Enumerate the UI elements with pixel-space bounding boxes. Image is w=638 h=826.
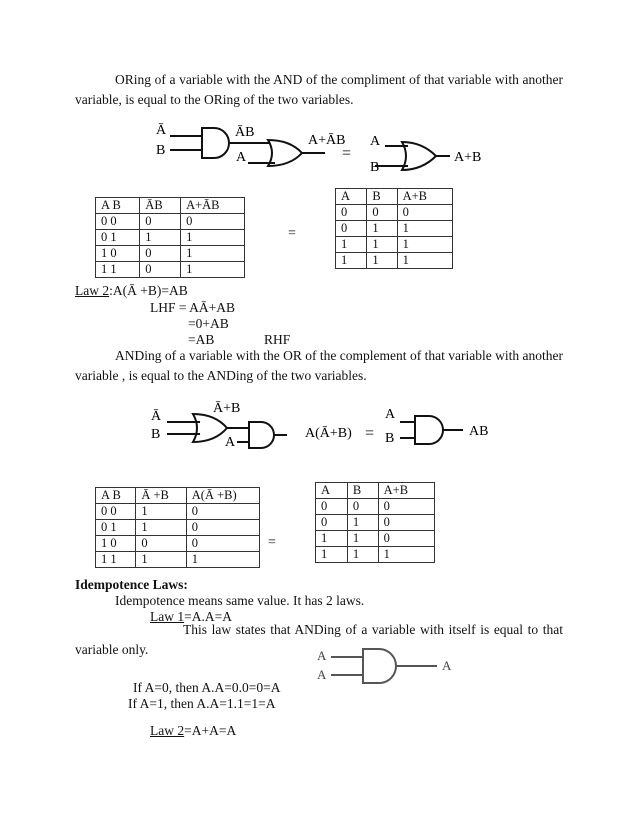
d2-or-output: Ā+B bbox=[213, 401, 241, 416]
idempotence-law1-expr: =A.A=A bbox=[184, 609, 232, 624]
table1-equals: = bbox=[288, 226, 296, 241]
table-cell: 0 0 bbox=[96, 504, 136, 520]
table-cell: 1 0 bbox=[96, 536, 136, 552]
table-cell: 1 bbox=[397, 221, 452, 237]
table-cell: 1 bbox=[140, 230, 181, 246]
table-cell: 0 bbox=[347, 499, 378, 515]
table-header: A bbox=[336, 189, 367, 205]
law2-lhf: LHF = AĀ+AB bbox=[150, 300, 235, 315]
table-cell: 1 0 bbox=[96, 246, 140, 262]
law2-rhf: RHF bbox=[264, 332, 291, 347]
or-and-diagram bbox=[150, 118, 490, 180]
table-row bbox=[316, 531, 435, 547]
d1-input-a: A bbox=[236, 150, 247, 165]
d2-rhs-input-b: B bbox=[385, 431, 395, 446]
table-row bbox=[316, 483, 435, 499]
law2-step1: =0+AB bbox=[188, 316, 229, 331]
table-header: A+B bbox=[378, 483, 434, 499]
table-header: A+B bbox=[397, 189, 452, 205]
table-cell: 0 1 bbox=[96, 520, 136, 536]
table-row bbox=[96, 230, 245, 246]
table-cell: 1 bbox=[336, 237, 367, 253]
d1-and-output: ĀB bbox=[235, 125, 255, 140]
table-cell: 1 bbox=[136, 504, 186, 520]
d1-input-b: B bbox=[156, 143, 166, 158]
law2-label: Law 2 bbox=[75, 283, 110, 298]
table-cell: 0 bbox=[186, 520, 259, 536]
table-cell: 1 bbox=[181, 262, 245, 278]
table-cell: 0 bbox=[186, 536, 259, 552]
table-cell: 1 bbox=[181, 246, 245, 262]
table-cell: 0 1 bbox=[96, 230, 140, 246]
idempotence-law2-line bbox=[150, 723, 236, 739]
table-cell: 1 1 bbox=[96, 552, 136, 568]
table-header: A+ĀB bbox=[181, 198, 245, 214]
d1-equals: = bbox=[342, 145, 352, 162]
table-cell: 0 bbox=[181, 214, 245, 230]
idempotence-law2-label: Law 2 bbox=[150, 723, 185, 738]
table-row bbox=[336, 221, 453, 237]
table-cell: 1 bbox=[136, 552, 186, 568]
table-header: A(Ā +B) bbox=[186, 488, 259, 504]
table-cell: 1 bbox=[136, 520, 186, 536]
table-row bbox=[96, 262, 245, 278]
gate-input-2: A bbox=[317, 667, 327, 682]
d2-rhs-input-a: A bbox=[385, 407, 396, 422]
table-row bbox=[316, 499, 435, 515]
table-cell: 0 bbox=[397, 205, 452, 221]
d1-rhs-input-b: B bbox=[370, 160, 380, 175]
table-cell: 1 bbox=[397, 253, 452, 269]
table-cell: 1 bbox=[347, 531, 378, 547]
truth-table-2-left bbox=[95, 487, 260, 568]
case-a-zero: If A=0, then A.A=0.0=0=A bbox=[133, 680, 281, 695]
table-header: A B bbox=[96, 198, 140, 214]
table-row bbox=[96, 536, 260, 552]
law2-step2: =AB bbox=[188, 332, 215, 347]
table-row bbox=[96, 214, 245, 230]
table-row bbox=[96, 504, 260, 520]
table-header: A bbox=[316, 483, 348, 499]
table-row bbox=[316, 547, 435, 563]
idempotence-heading: Idempotence Laws: bbox=[75, 577, 188, 592]
table-header: ĀB bbox=[140, 198, 181, 214]
table-row bbox=[96, 520, 260, 536]
d1-input-abar: Ā bbox=[156, 123, 167, 138]
table2-equals: = bbox=[268, 535, 276, 550]
truth-table-2-right bbox=[315, 482, 435, 563]
table-row bbox=[336, 253, 453, 269]
table-cell: 0 bbox=[316, 515, 348, 531]
table-cell: 0 bbox=[140, 262, 181, 278]
d1-or-output: A+ĀB bbox=[308, 133, 346, 148]
table-cell: 1 bbox=[316, 547, 348, 563]
table-cell: 1 bbox=[181, 230, 245, 246]
table-cell: 1 bbox=[367, 221, 397, 237]
table-header: B bbox=[347, 483, 378, 499]
table-cell: 0 bbox=[136, 536, 186, 552]
d2-input-abar: Ā bbox=[151, 409, 162, 424]
table-cell: 0 bbox=[316, 499, 348, 515]
table-cell: 1 bbox=[316, 531, 348, 547]
table-cell: 1 bbox=[367, 237, 397, 253]
and-gate-diagram bbox=[315, 645, 465, 690]
d1-rhs-output: A+B bbox=[454, 150, 482, 165]
idempotence-intro: Idempotence means same value. It has 2 laws. bbox=[115, 593, 365, 608]
table-cell: 0 0 bbox=[96, 214, 140, 230]
truth-table-1-left bbox=[95, 197, 245, 278]
table-cell: 1 bbox=[336, 253, 367, 269]
table-cell: 1 bbox=[186, 552, 259, 568]
table-cell: 1 bbox=[397, 237, 452, 253]
idempotence-law1-desc: This law states that ANDing of a variable with itself is equal to that variable only. bbox=[75, 622, 563, 657]
law2-line bbox=[75, 283, 188, 299]
table-row bbox=[96, 488, 260, 504]
law2-expr: :A(Ā +B)=AB bbox=[109, 283, 188, 298]
table-row bbox=[336, 205, 453, 221]
table-header: Ā +B bbox=[136, 488, 186, 504]
table-row bbox=[96, 198, 245, 214]
table-cell: 0 bbox=[186, 504, 259, 520]
table-cell: 1 bbox=[378, 547, 434, 563]
table-cell: 0 bbox=[378, 531, 434, 547]
law2-intro-paragraph: ANDing of a variable with the OR of the complement of that variable with another variable , is equal to the ANDing of the two variables. bbox=[75, 348, 563, 383]
table-cell: 0 bbox=[367, 205, 397, 221]
table-cell: 0 bbox=[140, 246, 181, 262]
table-cell: 0 bbox=[378, 499, 434, 515]
table-row bbox=[96, 552, 260, 568]
table-cell: 0 bbox=[336, 205, 367, 221]
idempotence-law1-label: Law 1 bbox=[150, 609, 185, 624]
d2-input-a: A bbox=[225, 435, 236, 450]
case-a-one: If A=1, then A.A=1.1=1=A bbox=[128, 696, 276, 711]
table-cell: 0 bbox=[378, 515, 434, 531]
table-header: B bbox=[367, 189, 397, 205]
table-row bbox=[336, 237, 453, 253]
idempotence-law2-expr: =A+A=A bbox=[184, 723, 237, 738]
d2-input-b: B bbox=[151, 427, 161, 442]
table-row bbox=[316, 515, 435, 531]
table-cell: 1 1 bbox=[96, 262, 140, 278]
truth-table-1-right bbox=[335, 188, 453, 269]
table-cell: 1 bbox=[347, 515, 378, 531]
gate-output: A bbox=[442, 658, 452, 673]
law1-intro-paragraph: ORing of a variable with the AND of the compliment of that variable with another variable, is equal to the ORing of the two variables. bbox=[75, 72, 563, 107]
d2-equals: = bbox=[365, 425, 375, 442]
table-row bbox=[96, 246, 245, 262]
table-header: A B bbox=[96, 488, 136, 504]
and-or-diagram bbox=[145, 398, 505, 460]
table-row bbox=[336, 189, 453, 205]
d1-rhs-input-a: A bbox=[370, 134, 381, 149]
gate-input-1: A bbox=[317, 648, 327, 663]
table-cell: 0 bbox=[336, 221, 367, 237]
table-cell: 1 bbox=[367, 253, 397, 269]
d2-and-output: A(Ā+B) bbox=[305, 426, 352, 441]
d2-rhs-output: AB bbox=[469, 424, 489, 439]
table-cell: 1 bbox=[347, 547, 378, 563]
table-cell: 0 bbox=[140, 214, 181, 230]
